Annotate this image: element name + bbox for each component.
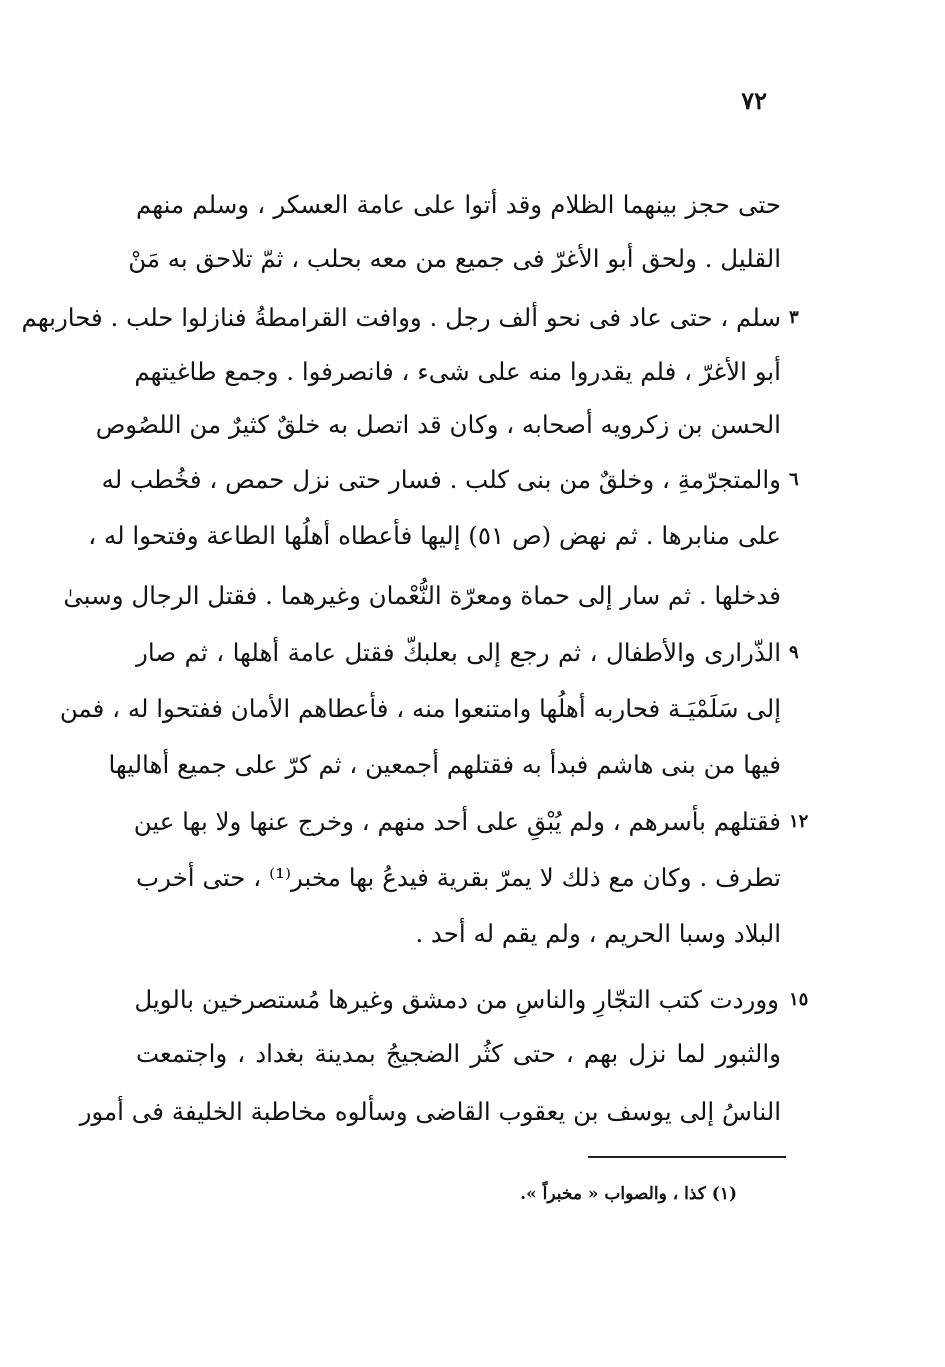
text-line-7: على منابرها . ثم نهض (ص ٥١) إليها فأعطاه أهلُها الطاعة وفتحوا له ، [88,521,781,550]
text-line-12: فقتلهم بأسرهم ، ولم يُبْقِ على أحد منهم ، وخرج عنها ولا بها عين [133,807,781,836]
line-number-9: ٩ [789,642,799,663]
text-line-11: فيها من بنى هاشم فبدأ به فقتلهم أجمعين ، ثم كرّ على جميع أهاليها [108,750,781,779]
text-line-1: حتى حجز بينهما الظلام وقد أتوا على عامة العسكر ، وسلم منهم [136,190,781,219]
text-line-15: ووردت كتب التجّارِ والناسِ من دمشق وغيرها مُستصرخين بالويل [134,985,779,1014]
line-number-3: ٣ [789,307,799,328]
text-line-14: البلاد وسبا الحريم ، ولم يقم له أحد . [415,919,781,948]
text-line-2: القليل . ولحق أبو الأغرّ فى جميع من معه بحلب ، ثمّ تلاحق به مَنْ [128,244,781,273]
line-number-12: ١٢ [789,811,809,832]
text-line-13: تطرف . وكان مع ذلك لا يمرّ بقرية فيدعُ بها مخبر⁽¹⁾ ، حتى أخرب [136,863,781,892]
page-number: ٧٢ [741,86,767,115]
text-line-4: أبو الأغرّ ، فلم يقدروا منه على شىء ، فانصرفوا . وجمع طاغيتهم [134,357,781,386]
text-line-3: سلم ، حتى عاد فى نحو ألف رجل . ووافت القرامطةُ فنازلوا حلب . فحاربهم [21,303,781,332]
text-line-16: والثبور لما نزل بهم ، حتى كثُر الضجيجُ بمدينة بغداد ، واجتمعت [136,1039,781,1068]
text-line-6: والمتجرّمةِ ، وخلقٌ من بنى كلب . فسار حتى نزل حمص ، فخُطب له [101,465,781,494]
footnote: (١) كذا ، والصواب « مخبراً ». [520,1184,737,1204]
text-line-17: الناسُ إلى يوسف بن يعقوب القاضى وسألوه مخاطبة الخليفة فى أمور [79,1097,781,1126]
text-line-8: فدخلها . ثم سار إلى حماة ومعرّة النُّعْمان وغيرهما . فقتل الرجال وسبىٰ [63,581,781,610]
text-line-10: إلى سَلَمْيَـة فحاربه أهلُها وامتنعوا منه ، فأعطاهم الأمان ففتحوا له ، فمن [59,694,781,723]
text-line-9: الذّرارى والأطفال ، ثم رجع إلى بعلبكّ فقتل عامة أهلها ، ثم صار [136,638,781,667]
footnote-separator [588,1156,786,1158]
text-line-5: الحسن بن زكرويه أصحابه ، وكان قد اتصل به خلقٌ كثيرٌ من اللصُوص [95,410,781,439]
line-number-6: ٦ [789,469,799,490]
line-number-15: ١٥ [789,989,809,1010]
